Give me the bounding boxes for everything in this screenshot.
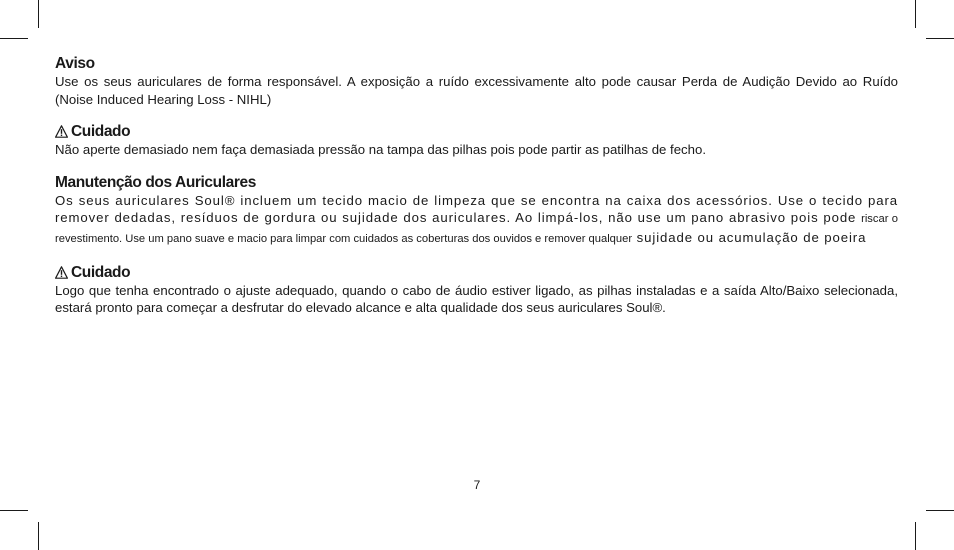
heading-text: Cuidado — [71, 263, 131, 281]
section-body: Use os seus auriculares de forma responsável. A exposição a ruído excessivamente alto pode causar Perda de Audição Devido ao Ruído (Noise Induced Hearing Loss - NIHL) — [55, 74, 898, 107]
crop-mark — [0, 38, 28, 39]
section-manutencao — [55, 173, 898, 249]
heading-text: Cuidado — [71, 123, 131, 141]
body-text-small: riscar o revestimento. Use um pano suave e macio para limpar com cuidados as coberturas dos ouvidos e remover qualquer — [55, 213, 898, 245]
section-aviso — [55, 54, 898, 108]
crop-mark — [0, 510, 28, 511]
crop-mark — [38, 522, 39, 550]
section-body: Logo que tenha encontrado o ajuste adequado, quando o cabo de áudio estiver ligado, as pilhas instaladas e a saída Alto/Baixo selecionada, estará pronto para começar a desfrutar do elevado alcance e alta qualidade dos seus auriculares Soul®. — [55, 282, 898, 316]
warning-triangle-icon — [55, 266, 68, 279]
body-text: sujidade ou acumulação de poeira — [632, 229, 867, 245]
section-heading — [55, 122, 898, 141]
heading-text: Manutenção dos Auriculares — [55, 173, 256, 191]
crop-mark — [38, 0, 39, 28]
section-heading — [55, 173, 898, 192]
section-cuidado — [55, 263, 898, 317]
crop-mark — [915, 0, 916, 28]
section-body — [55, 192, 898, 249]
section-heading — [55, 263, 898, 282]
body-text: Os seus auriculares Soul® incluem um tecido macio de limpeza que se encontra na caixa dos acessórios. Use o tecido para remover dedadas, resíduos de gordura ou sujidade dos auriculares. Ao limpá-los, não use um pano abrasivo pois pode — [55, 192, 898, 226]
crop-mark — [915, 522, 916, 550]
page-number: 7 — [473, 478, 481, 492]
heading-text: Aviso — [55, 55, 95, 72]
section-heading — [55, 54, 898, 73]
section-body: Não aperte demasiado nem faça demasiada pressão na tampa das pilhas pois pode partir as patilhas de fecho. — [55, 142, 706, 158]
section-cuidado — [55, 122, 898, 159]
crop-mark — [926, 38, 954, 39]
crop-mark — [926, 510, 954, 511]
warning-triangle-icon — [55, 125, 68, 138]
page-content — [55, 54, 898, 331]
